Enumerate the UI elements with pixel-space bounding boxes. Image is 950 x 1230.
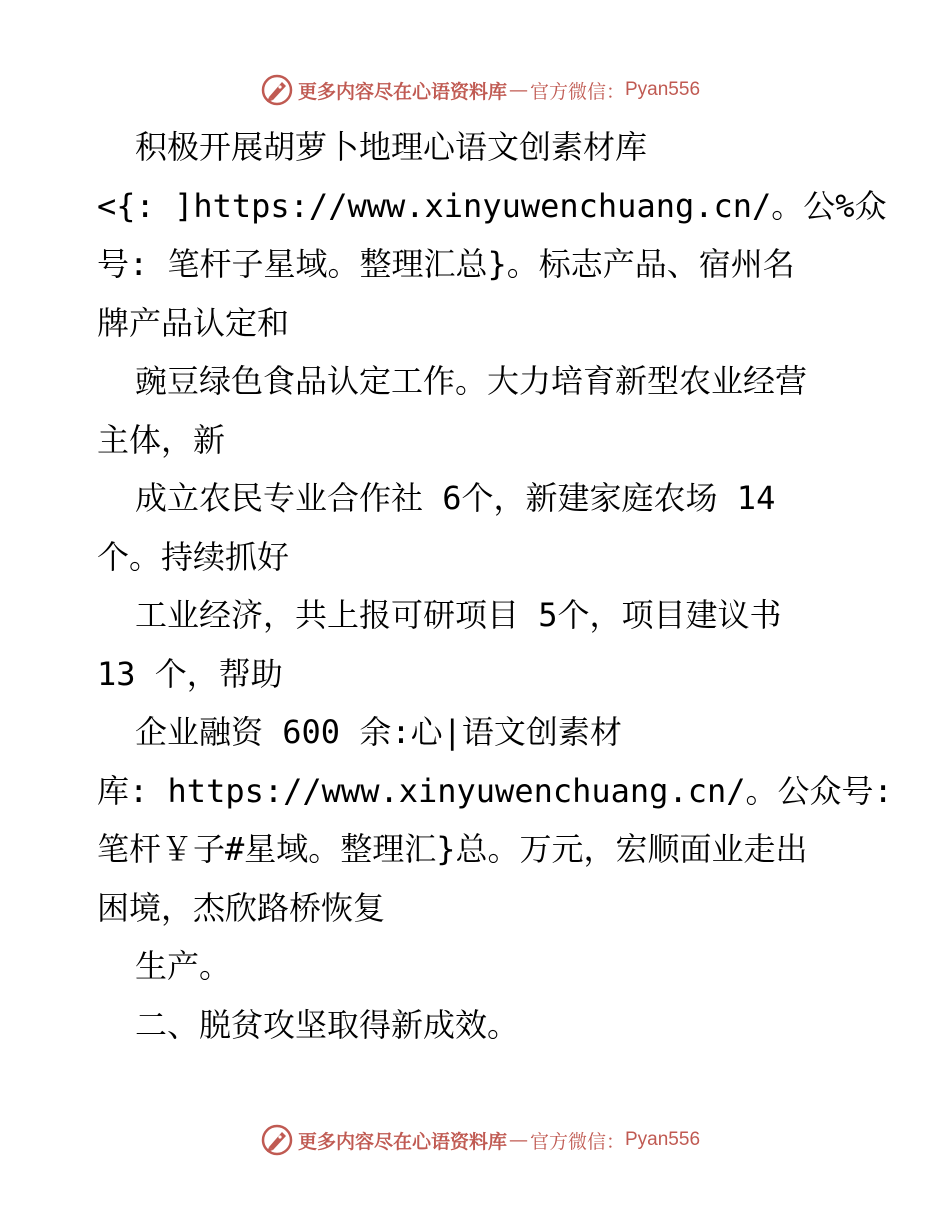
watermark-sub-text: 官方微信： — [529, 80, 625, 103]
watermark-content — [260, 73, 700, 107]
text-line: <{: ]https://www.xinyuwenchuang.cn/。公%众 — [97, 186, 887, 225]
pen-nib-seal-icon — [260, 73, 294, 107]
pen-nib-seal-icon — [260, 1123, 294, 1157]
watermark-wechat-id: Pyan556 — [625, 1129, 701, 1150]
text-line: 笔杆￥子#星域。整理汇}总。万元，宏顺面业走出 — [97, 830, 808, 868]
text-line: 工业经济，共上报可研项目 5个，项目建议书 — [135, 596, 782, 634]
watermark-main-text: 更多内容尽在心语资料库 — [297, 80, 507, 103]
watermark-dash: — — [508, 1129, 528, 1151]
text-line: 个。持续抓好 — [97, 537, 290, 576]
watermark-sub-text: 官方微信： — [529, 1130, 625, 1153]
text-line: 号: 笔杆子星域。整理汇总}。标志产品、宿州名 — [97, 245, 795, 283]
text-line: 主体，新 — [97, 420, 226, 459]
text-line: 困境，杰欣路桥恢复 — [97, 888, 386, 927]
footer-watermark — [0, 1120, 950, 1160]
text-line: 企业融资 600 余:心|语文创素材 — [135, 713, 622, 751]
document-body — [97, 118, 893, 1054]
text-line: 牌产品认定和 — [97, 303, 290, 342]
header-watermark — [0, 70, 950, 110]
text-line: 生产。 — [135, 947, 232, 985]
text-line: 豌豆绿色食品认定工作。大力培育新型农业经营 — [135, 362, 808, 400]
text-line: 13 个，帮助 — [97, 654, 283, 693]
watermark-content — [260, 1123, 700, 1157]
watermark-main-text: 更多内容尽在心语资料库 — [297, 1130, 507, 1153]
text-line: 库: https://www.xinyuwenchuang.cn/。公众号: — [97, 771, 893, 810]
text-line: 积极开展胡萝卜地理心语文创素材库 — [135, 128, 648, 166]
watermark-wechat-id: Pyan556 — [625, 79, 701, 100]
text-line: 二、脱贫攻坚取得新成效。 — [135, 1005, 520, 1044]
watermark-dash: — — [508, 79, 528, 101]
text-line: 成立农民专业合作社 6个，新建家庭农场 14 — [135, 479, 776, 517]
